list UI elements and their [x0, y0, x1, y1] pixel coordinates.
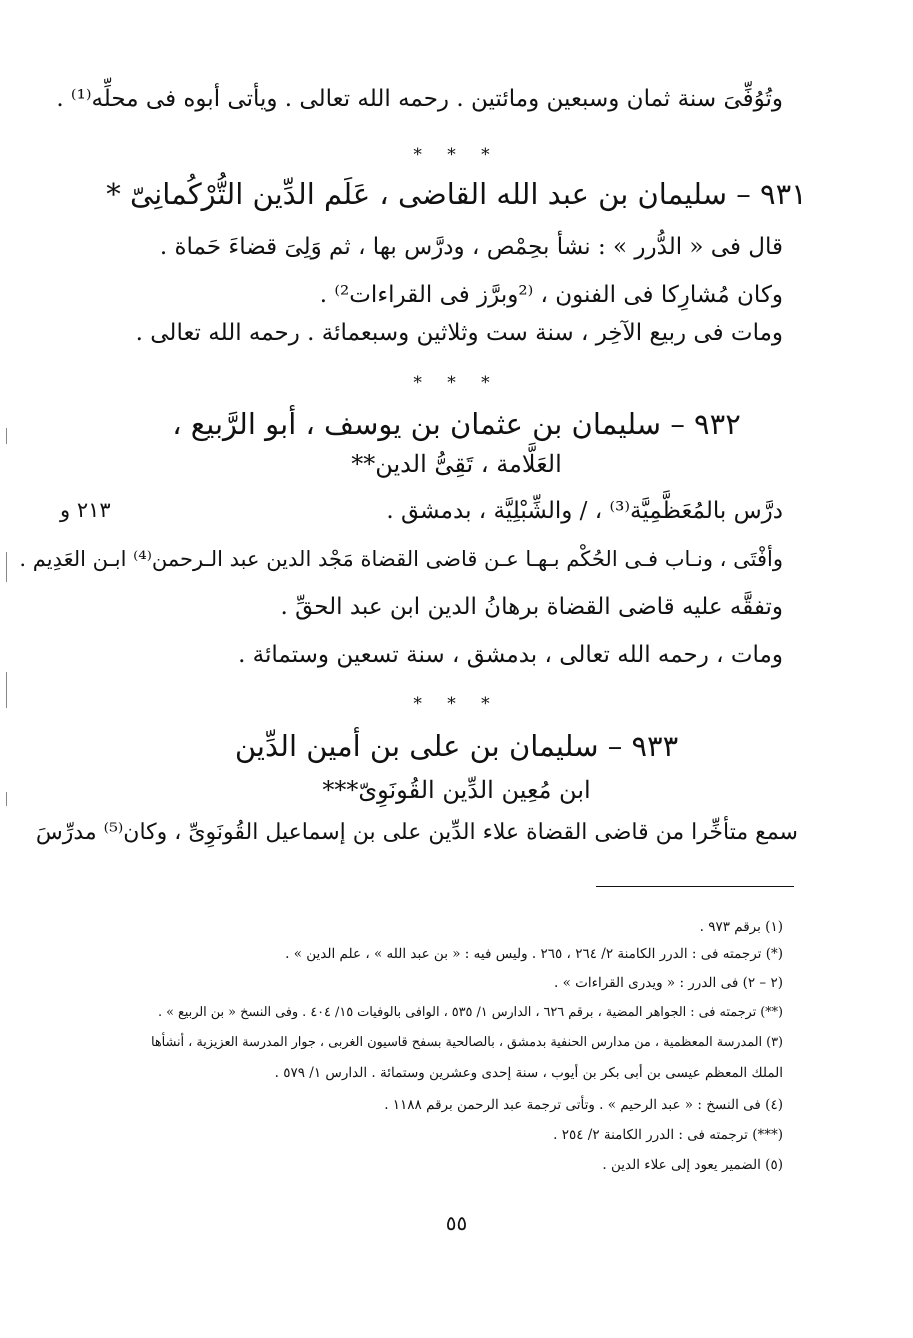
margin-mark: [6, 792, 7, 806]
page-number: ٥٥: [445, 1211, 468, 1235]
footnote: (٣) المدرسة المعظمية ، من مدارس الحنفية بدمشق ، بالصالحية بسفح قاسيون الغربى ، جوار المدرسة العزيزية ، أنشأها: [151, 1035, 783, 1050]
entry-heading-933: ٩٣٣ – سليمان بن على بن أمين الدِّين: [234, 729, 679, 763]
section-separator: * * *: [413, 145, 500, 165]
footnote: (٥) الضمير يعود إلى علاء الدين .: [602, 1157, 783, 1173]
footnote: (***) ترجمته فى : الدرر الكامنة ٢/ ٢٥٤ .: [553, 1127, 783, 1143]
entry-subheading-933: ابن مُعِين الدِّين القُونَوِىّ***: [322, 776, 591, 804]
section-separator: * * *: [413, 694, 500, 714]
body-line: ومات ، رحمه الله تعالى ، بدمشق ، سنة تسعين وستمائة .: [238, 642, 783, 668]
folio-margin-note: ٢١٣ و: [60, 498, 111, 522]
body-line: وتُوُفِّىَ سنة ثمان وسبعين ومائتين . رحمه الله تعالى . ويأتى أبوه فى محلِّه⁽¹⁾ .: [56, 86, 783, 112]
body-line: درَّس بالمُعَظَّمِيَّة⁽³⁾ ، / والشِّبْلِيَّة ، بدمشق .: [386, 498, 783, 524]
footnote: (١) برقم ٩٧٣ .: [699, 919, 783, 935]
entry-subheading-932: العَلَّامة ، تَقِىُّ الدين**: [351, 450, 562, 478]
footnote: (٢ – ٢) فى الدرر : « ويدرى القراءات » .: [554, 975, 783, 991]
margin-mark: [6, 672, 7, 708]
body-line: وأفْتَى ، ونـاب فـى الحُكْم بـهـا عـن قاضى القضاة مَجْد الدين عبد الـرحمن⁽⁴⁾ ابـن العَدِيم .: [19, 547, 783, 571]
section-separator: * * *: [413, 373, 500, 393]
margin-mark: [6, 428, 7, 444]
entry-heading-932: ٩٣٢ – سليمان بن عثمان بن يوسف ، أبو الرَّبيع ،: [172, 407, 741, 441]
footnote-rule: [596, 886, 794, 887]
footnote: (**) ترجمته فى : الجواهر المضية ، برقم ٦٢٦ ، الدارس ١/ ٥٣٥ ، الوافى بالوفيات ١٥/ ٤٠٤ . وفى النسخ « بن الربيع » .: [157, 1005, 783, 1020]
body-line: وكان مُشارِكا فى الفنون ، ⁽²وبرَّز فى القراءات²⁾ .: [319, 282, 783, 308]
margin-mark: [6, 552, 7, 582]
entry-heading-931: ٩٣١ – سليمان بن عبد الله القاضى ، عَلَم الدِّين التُّرْكُمانِىّ *: [106, 177, 807, 211]
body-line: سمع متأخِّرا من قاضى القضاة علاء الدِّين على بن إسماعيل القُونَوِىِّ ، وكان⁽⁵⁾ مدرِّسَ: [35, 820, 798, 845]
body-line: وتفقَّه عليه قاضى القضاة برهانُ الدين ابن عبد الحقِّ .: [280, 594, 783, 620]
body-line: قال فى « الدُّرر » : نشأ بحِمْص ، ودرَّس بها ، ثم وَلِىَ قضاءَ حَماة .: [159, 234, 783, 260]
footnote: (٤) فى النسخ : « عبد الرحيم » . وتأتى ترجمة عبد الرحمن برقم ١١٨٨ .: [384, 1097, 783, 1113]
footnote: الملك المعظم عيسى بن أبى بكر بن أيوب ، سنة إحدى وعشرين وستمائة . الدارس ١/ ٥٧٩ .: [274, 1065, 783, 1081]
body-line: ومات فى ربيع الآخِر ، سنة ست وثلاثين وسبعمائة . رحمه الله تعالى .: [135, 320, 783, 346]
footnote: (*) ترجمته فى : الدرر الكامنة ٢/ ٢٦٤ ، ٢٦٥ . وليس فيه : « بن عبد الله » ، علم الدين » .: [285, 946, 783, 962]
